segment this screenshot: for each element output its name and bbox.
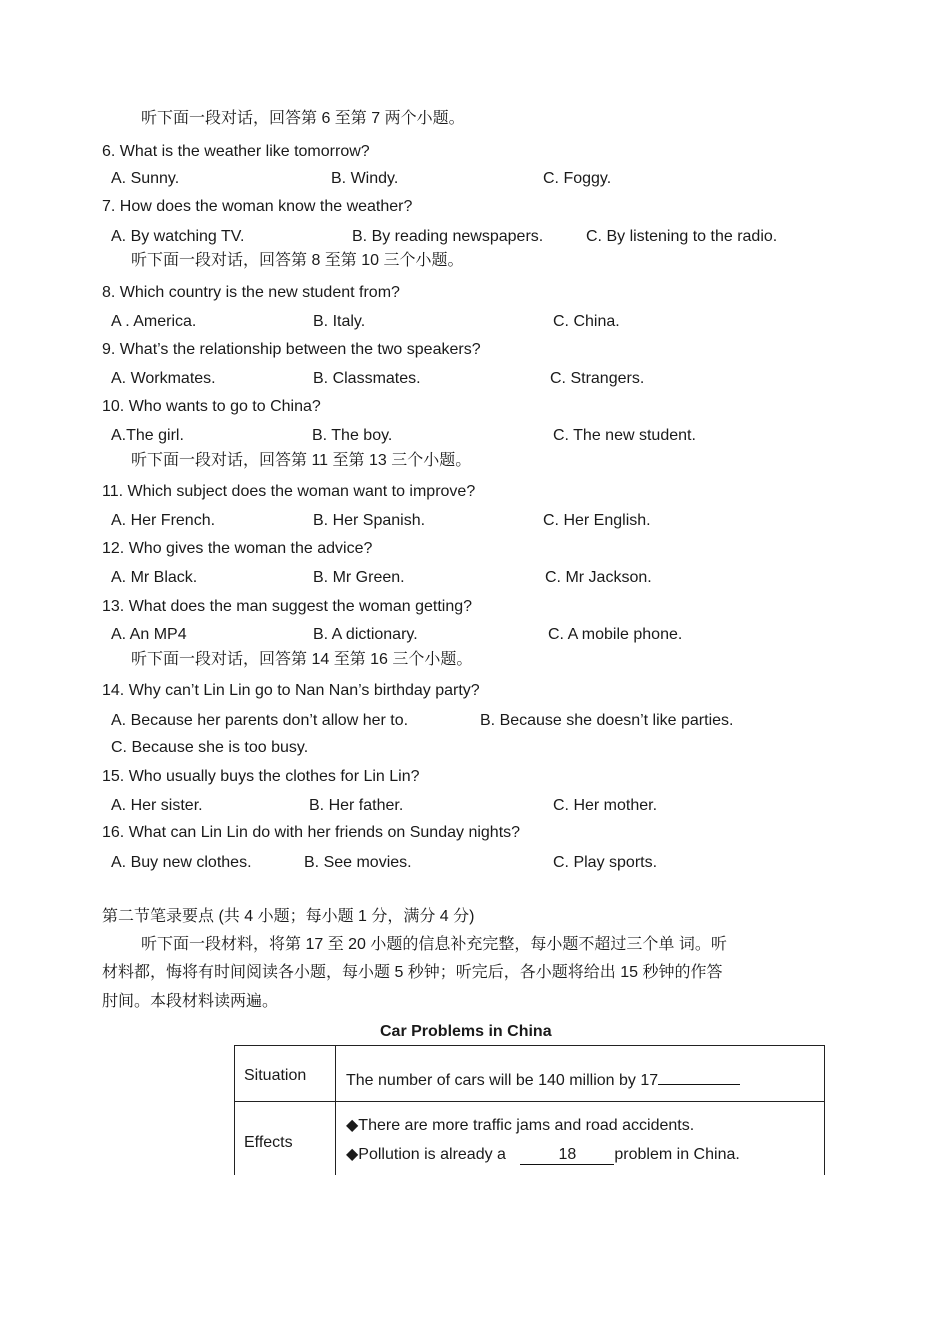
option-14b: B. Because she doesn’t like parties. xyxy=(480,712,734,729)
question-10: 10. Who wants to go to China? xyxy=(102,398,321,415)
option-15b: B. Her father. xyxy=(309,797,404,814)
question-6: 6. What is the weather like tomorrow? xyxy=(102,143,370,160)
option-13c: C. A mobile phone. xyxy=(548,626,683,643)
effects-item-2 xyxy=(346,1145,740,1165)
row-effects-label: Effects xyxy=(244,1134,293,1151)
option-13b: B. A dictionary. xyxy=(313,626,418,643)
option-9b: B. Classmates. xyxy=(313,370,421,387)
question-16: 16. What can Lin Lin do with her friends on Sunday nights? xyxy=(102,824,521,841)
table-row-divider xyxy=(234,1101,825,1102)
question-14: 14. Why can’t Lin Lin go to Nan Nan’s birthday party? xyxy=(102,682,480,699)
option-10b: B. The boy. xyxy=(312,427,393,444)
option-12c: C. Mr Jackson. xyxy=(545,569,652,586)
option-15c: C. Her mother. xyxy=(553,797,658,814)
option-16a: A. Buy new clothes. xyxy=(111,854,252,871)
option-7a: A. By watching TV. xyxy=(111,228,245,245)
question-15: 15. Who usually buys the clothes for Lin Lin? xyxy=(102,768,420,785)
option-8b: B. Italy. xyxy=(313,313,366,330)
option-12b: B. Mr Green. xyxy=(313,569,405,586)
table-left-border xyxy=(234,1045,235,1175)
question-12: 12. Who gives the woman the advice? xyxy=(102,540,373,557)
question-7: 7. How does the woman know the weather? xyxy=(102,198,413,215)
table-top-border xyxy=(234,1045,825,1046)
section2-instruction-line1: 听下面一段材料，将第 17 至 20 小题的信息补充完整，每小题不超过三个单 词。听 xyxy=(141,936,727,953)
option-11a: A. Her French. xyxy=(111,512,216,529)
instruction-11-13: 听下面一段对话，回答第 11 至第 13 三个小题。 xyxy=(131,452,472,469)
option-6c: C. Foggy. xyxy=(543,170,612,187)
table-column-divider xyxy=(335,1045,336,1175)
option-16b: B. See movies. xyxy=(304,854,412,871)
answer-blank-18[interactable]: 18 xyxy=(520,1146,614,1165)
section2-instruction-line3: 肘间。本段材料读两遍。 xyxy=(102,993,279,1010)
option-12a: A. Mr Black. xyxy=(111,569,198,586)
option-16c: C. Play sports. xyxy=(553,854,658,871)
row-situation-text xyxy=(346,1066,740,1091)
instruction-8-10: 听下面一段对话，回答第 8 至第 10 三个小题。 xyxy=(131,252,464,269)
instruction-6-7: 听下面一段对话，回答第 6 至第 7 两个小题。 xyxy=(141,110,465,127)
option-7c: C. By listening to the radio. xyxy=(586,228,778,245)
question-8: 8. Which country is the new student from? xyxy=(102,284,400,301)
option-15a: A. Her sister. xyxy=(111,797,203,814)
option-6b: B. Windy. xyxy=(331,170,399,187)
section2-instruction-line2: 材料都，悔将有时间阅读各小题，每小题 5 秒钟；听完后，各小题将给出 15 秒钟的作答 xyxy=(102,964,723,981)
option-9a: A. Workmates. xyxy=(111,370,216,387)
option-14a: A. Because her parents don’t allow her to. xyxy=(111,712,409,729)
instruction-14-16: 听下面一段对话，回答第 14 至第 16 三个小题。 xyxy=(131,651,473,668)
option-10c: C. The new student. xyxy=(553,427,696,444)
option-14c: C. Because she is too busy. xyxy=(111,739,309,756)
option-6a: A. Sunny. xyxy=(111,170,180,187)
table-title: Car Problems in China xyxy=(380,1023,552,1040)
row-situation-label: Situation xyxy=(244,1067,307,1084)
option-13a: A. An MP4 xyxy=(111,626,187,643)
option-8a: A . America. xyxy=(111,313,197,330)
question-11: 11. Which subject does the woman want to improve? xyxy=(102,483,476,500)
question-13: 13. What does the man suggest the woman getting? xyxy=(102,598,473,615)
question-9: 9. What’s the relationship between the two speakers? xyxy=(102,341,481,358)
effects-item-2-pre: ◆Pollution is already a xyxy=(346,1146,506,1163)
effects-item-2-post: problem in China. xyxy=(614,1146,740,1163)
effects-item-1: ◆There are more traffic jams and road accidents. xyxy=(346,1117,695,1134)
situation-sentence: The number of cars will be 140 million by 17 xyxy=(346,1072,659,1089)
option-11b: B. Her Spanish. xyxy=(313,512,426,529)
answer-blank-17[interactable] xyxy=(658,1066,740,1085)
option-7b: B. By reading newspapers. xyxy=(352,228,544,245)
option-8c: C. China. xyxy=(553,313,620,330)
table-right-border xyxy=(824,1045,825,1175)
option-10a: A.The girl. xyxy=(111,427,184,444)
section2-heading: 第二节笔录要点 (共 4 小题；每小题 1 分，满分 4 分) xyxy=(102,908,475,925)
option-11c: C. Her English. xyxy=(543,512,651,529)
option-9c: C. Strangers. xyxy=(550,370,645,387)
